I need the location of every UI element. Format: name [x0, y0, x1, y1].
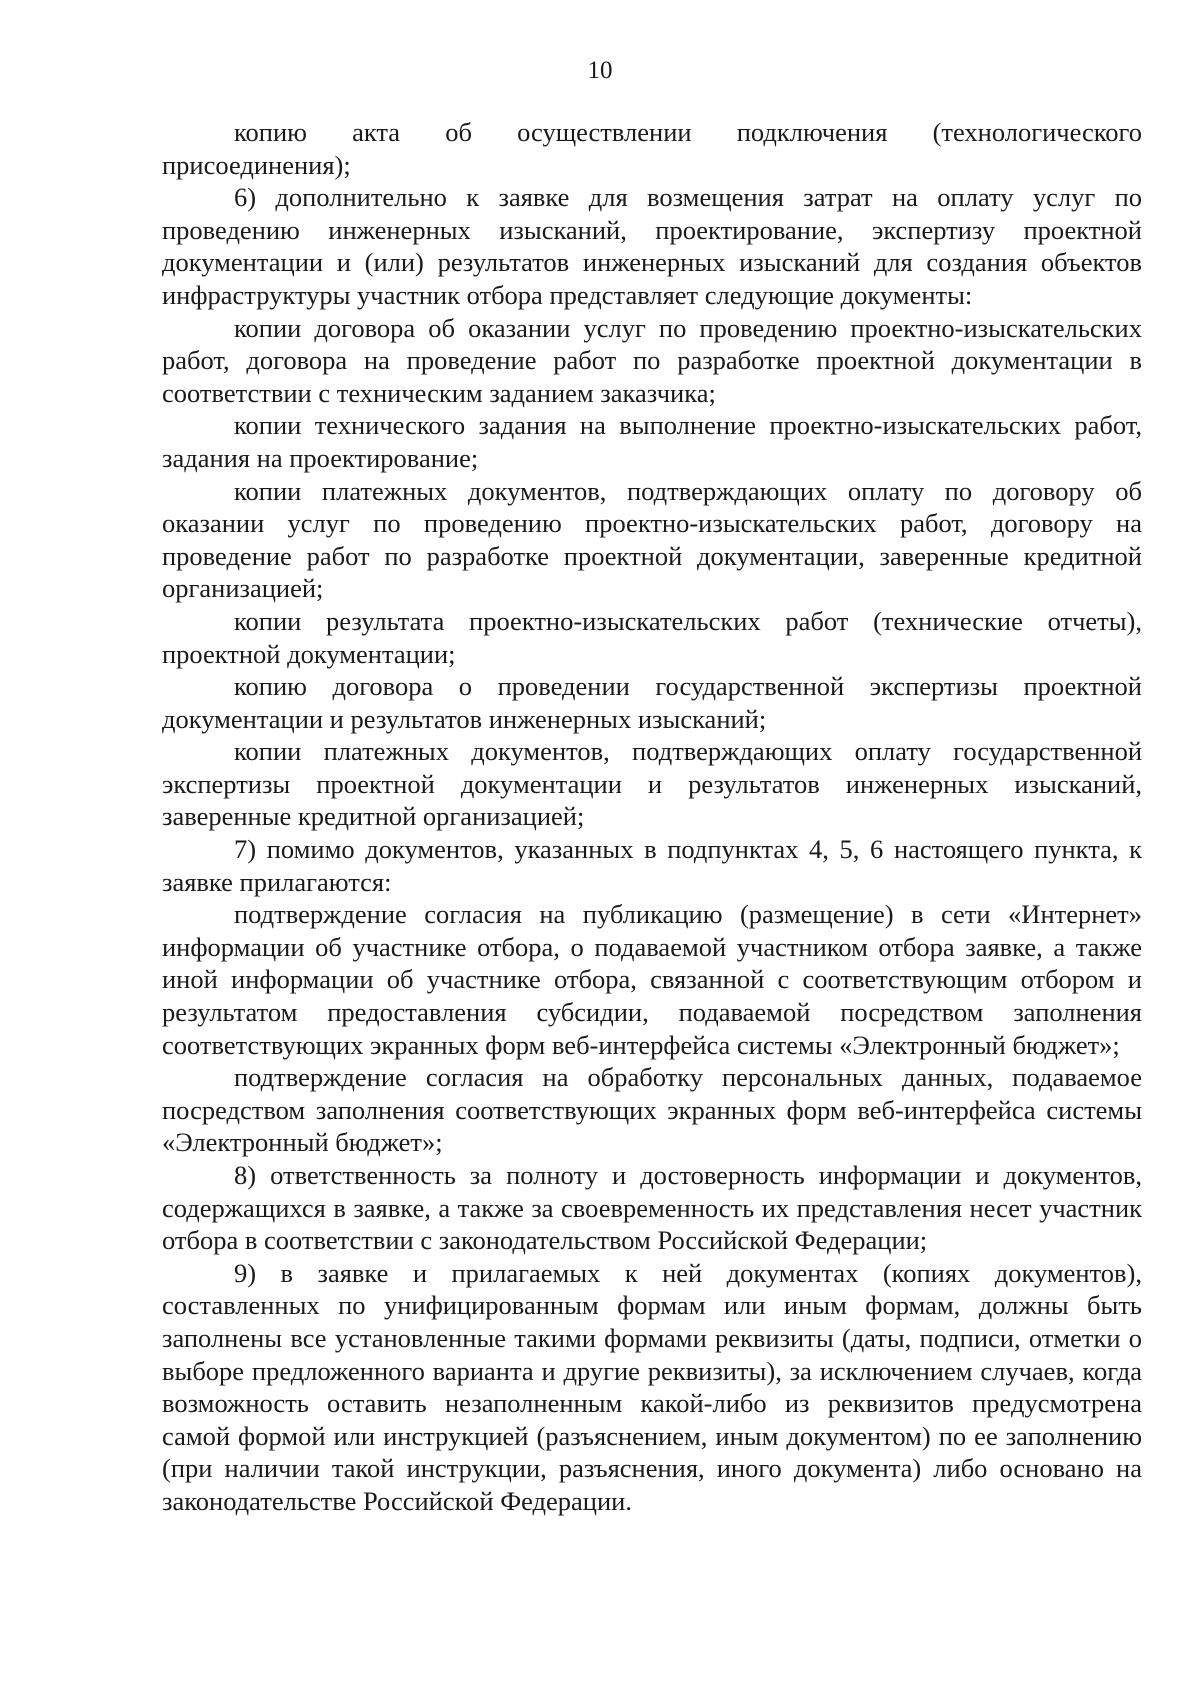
paragraph-survey-contract: копии договора об оказании услуг по проведению проектно-изыскательских работ, договора на проведение работ по разработке проектной документации в соответствии с техническим заданием заказчика; — [162, 312, 1142, 408]
paragraph-payment-docs-survey: копии платежных документов, подтверждающих оплату по договору об оказании услуг по проведению проектно-изыскательских работ, договору на проведение работ по разработке проектной документации, заверенные кредитной организацией; — [162, 475, 1142, 604]
paragraph-payment-docs-expertise: копии платежных документов, подтверждающих оплату государственной экспертизы проектной документации и результатов инженерных изысканий, заверенные кредитной организацией; — [162, 736, 1142, 832]
paragraph-publication-consent: подтверждение согласия на публикацию (размещение) в сети «Интернет» информации об участнике отбора, о подаваемой участником отбора заявке, а также иной информации об участнике отбора, связанной с соответствующим отбором и результатом предоставления субсидии, подаваемой посредством заполнения соответствующих экранных форм веб-интерфейса системы «Электронный бюджет»; — [162, 899, 1142, 1060]
paragraph-connection-act: копию акта об осуществлении подключения (технологического присоединения); — [162, 117, 1142, 180]
paragraph-item-6: 6) дополнительно к заявке для возмещения затрат на оплату услуг по проведению инженерных изысканий, проектирование, экспертизу проектной документации и (или) результатов инженерных изысканий для создания объектов инфраструктуры участник отбора представляет следующие документы: — [162, 182, 1142, 310]
paragraph-survey-results: копии результата проектно-изыскательских работ (технические отчеты), проектной документации; — [162, 605, 1142, 669]
paragraph-expertise-contract: копию договора о проведении государственной экспертизы проектной документации и результатов инженерных изысканий; — [162, 671, 1142, 734]
paragraph-item-8: 8) ответственность за полноту и достоверность информации и документов, содержащихся в заявке, а также за своевременность их представления несет участник отбора в соответствии с законодательством Российской Федерации; — [162, 1160, 1142, 1256]
document-body — [162, 116, 1142, 1518]
paragraph-personal-data-consent: подтверждение согласия на обработку персональных данных, подаваемое посредством заполнения соответствующих экранных форм веб-интерфейса системы «Электронный бюджет»; — [162, 1062, 1142, 1158]
paragraph-item-9: 9) в заявке и прилагаемых к ней документах (копиях документов), составленных по унифицированным формам или иным формам, должны быть заполнены все установленные такими формами реквизиты (даты, подписи, отметки о выборе предложенного варианта и другие реквизиты), за исключением случаев, когда возможность оставить незаполненным какой-либо из реквизитов предусмотрена самой формой или инструкцией (разъяснением, иным документом) по ее заполнению (при наличии такой инструкции, разъяснения, иного документа) либо основано на законодательстве Российской Федерации. — [162, 1257, 1142, 1516]
paragraph-technical-assignment: копии технического задания на выполнение проектно-изыскательских работ, задания на проектирование; — [162, 410, 1142, 473]
paragraph-item-7: 7) помимо документов, указанных в подпунктах 4, 5, 6 настоящего пункта, к заявке прилагаются: — [162, 834, 1142, 897]
page-number: 10 — [587, 57, 613, 84]
